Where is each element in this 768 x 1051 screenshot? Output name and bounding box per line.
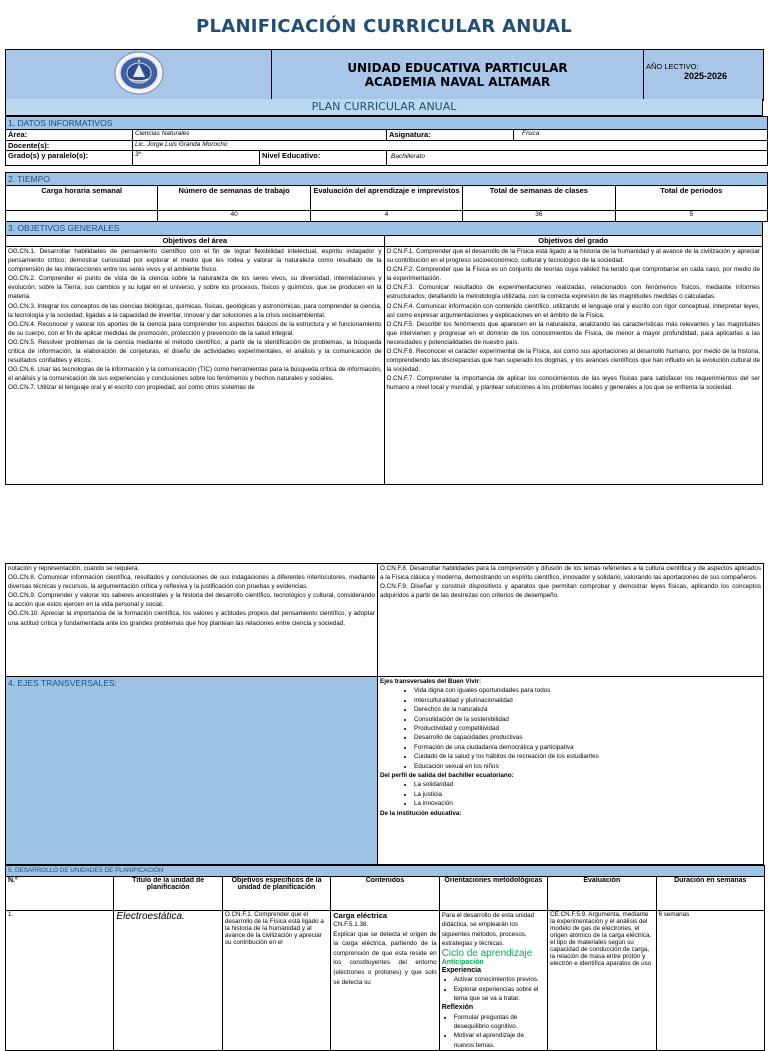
area-objective: OG.CN.9. Comprender y valorar los saberes ancestrales y la historia del desarrollo científico, tecnológico y cultural, considerando la acción que estos ejercen en la vida personal y social. xyxy=(8,592,375,609)
unidades-header-5: Evaluación xyxy=(548,877,656,911)
list-item: • Activar conocimientos previos. xyxy=(454,975,545,984)
tiempo-value-2: 4 xyxy=(310,211,462,222)
section4-title: 4. EJES TRANSVERSALES: xyxy=(6,677,378,865)
objetivos-area-cont-cell xyxy=(6,564,378,677)
area-objective: OG.CN.2. Comprender el punto de vista de la ciencia sobre la naturaleza de los seres vivos, su diversidad, interrelaciones y evolución; sobre la Tierra, sus cambios y su lugar en el universo, y sobre los procesos, físicos y químicos, que se producen en la materia. xyxy=(8,275,382,301)
contenido-code: CN.F.5.1.38. xyxy=(333,921,369,928)
objetivos-table xyxy=(5,221,763,485)
asignatura-label: Asignatura: xyxy=(387,130,514,141)
grado-value: 3º xyxy=(133,151,260,166)
list-item: • Motivar el aprendizaje de nuevos temas. xyxy=(454,1031,545,1050)
school-year-label: AÑO LECTIVO: xyxy=(646,62,699,71)
school-name-line1: UNIDAD EDUCATIVA PARTICULAR xyxy=(347,61,568,75)
area-label: Área: xyxy=(6,130,133,141)
list-item: • Educación sexual en los niños xyxy=(414,762,761,771)
area-objective: OG.CN.10. Apreciar la importancia de la formación científica, los valores y actitudes propios del pensamiento científico, y adoptar una actitud crítica y fundamentada ante los grandes problemas que hoy plantean las relaciones entre ciencia y sociedad. xyxy=(8,610,375,627)
grado-objective: O.CN.F.5. Describir los fenómenos que aparecen en la naturaleza, analizando las características más relevantes y las magnitudes que intervienen y progresar en el dominio de los conocimientos de Física, de menor a mayor profundidad, para aplicarlas a las necesidades y potencialidades de nuestro país. xyxy=(386,320,760,346)
objetivos-grado-header: Objetivos del grado xyxy=(384,236,763,247)
met-anticipacion: Anticipación xyxy=(441,959,484,967)
unidades-table xyxy=(5,865,765,1051)
met-ciclo: Ciclo de aprendizaje xyxy=(441,948,533,960)
unidad-objetivo: O.CN.F.1. Comprender que el desarrollo de la Física está ligado a la historia de la humanidad y al avance de la civilización y apreciar su contribución en el xyxy=(222,911,330,1051)
unidad-evaluacion: CE.CN.F.5.9. Argumenta, mediante la experimentación y el análisis del modelo de gas de electrones, el origen atómico de la carga eléctrica, el tipo de materiales según su capacidad de conducción de carga, la relación de masa entre protón y electrón e identifica aparatos de uso xyxy=(548,911,656,1051)
unidades-header-3: Contenidos xyxy=(331,877,439,911)
list-item: • Cuidado de la salud y los hábitos de recreación de los estudiantes xyxy=(414,752,761,761)
perfil-list xyxy=(380,780,761,808)
list-item: • Formación de una ciudadanía democrática y participativa xyxy=(414,743,761,752)
ejes-cell xyxy=(378,677,764,865)
school-seal-icon xyxy=(113,50,165,96)
grado-label: Grado(s) y paralelo(s): xyxy=(6,151,133,166)
docente-empty xyxy=(387,141,768,151)
contenido-text: Explicar que se detecta el origen de la carga eléctrica, partiendo de la comprensión de que esta reside en los constituyentes del entorno (electrones o protones) y que solo se detecta su xyxy=(333,930,437,986)
list-item: • Explorar experiencias sobre el tema que se va a tratar. xyxy=(454,985,545,1004)
met-experiencia: Experiencia xyxy=(441,967,481,975)
grado-objective: O.CN.F.7. Comprender la importancia de aplicar los conocimientos de las leyes físicas para satisfacer los requerimientos del ser humano a nivel local y mundial, y plantear soluciones a los problemas locales y generales a los que se enfrenta la sociedad. xyxy=(386,375,760,392)
unidades-header-2: Objetivos específicos de la unidad de planificación xyxy=(222,877,330,911)
tiempo-header-4: Total de periodos xyxy=(615,186,767,211)
unidades-header-0: N.º xyxy=(6,877,114,911)
grado-objective: O.CN.F.8. Desarrollar habilidades para la comprensión y difusión de los temas referentes a la cultura científica y de aspectos aplicados a la Física clásica y moderna, demostrando un espíritu científico, innovador y solidario, valorando las aportaciones de sus compañeros. xyxy=(380,565,761,582)
section1-title: 1. DATOS INFORMATIVOS xyxy=(6,117,768,130)
header-table xyxy=(5,49,764,101)
area-objective: OG.CN.1. Desarrollar habilidades de pensamiento científico con el fin de lograr flexibilidad intelectual, espíritu indagador y pensamiento crítico; demostrar curiosidad por explorar el medio que les rodea y valorar la naturaleza como resultado de la comprensión de las interacciones entre los seres vivos y el ambiente físico. xyxy=(8,248,382,274)
objetivos-area-header: Objetivos del área xyxy=(6,236,385,247)
list-item: • Derechos de la naturaleza xyxy=(414,705,761,714)
institucion-label: De la institución educativa: xyxy=(380,809,462,817)
tiempo-value-1: 40 xyxy=(158,211,310,222)
asignatura-value: Física xyxy=(514,130,768,141)
docente-value: Lic. Jorge Luis Granda Morocho xyxy=(133,141,387,151)
table-row xyxy=(6,911,765,1051)
area-objective: OG.CN.5. Resolver problemas de la ciencia mediante el método científico, a partir de la identificación de problemas, la búsqueda crítica de información, la elaboración de conjeturas, el diseño de actividades experimentales, el análisis y la comunicación de resultados confiables y éticos. xyxy=(8,338,382,365)
area-objective: OG.CN.6. Usar las tecnologías de la información y la comunicación (TIC) como herramientas para la búsqueda crítica de información, el análisis y la comunicación de sus experiencias y conclusiones sobre los fenómenos y hechos naturales y sociales. xyxy=(8,366,382,383)
tiempo-value-3: 36 xyxy=(463,211,615,222)
unidad-contenidos xyxy=(331,911,439,1051)
grado-objective: O.CN.F.2. Comprender que la Física es un conjunto de teorías cuya validez ha tenido que comprobarse en cada caso, por medio de la experimentación. xyxy=(386,266,760,283)
contenido-title: Carga eléctrica xyxy=(333,911,388,920)
tiempo-table xyxy=(5,172,768,222)
unidad-num: 1. xyxy=(6,911,114,1051)
list-item: • Vida digna con iguales oportunidades para todos xyxy=(414,686,761,695)
unidades-header-4: Orientaciones metodológicas xyxy=(439,877,547,911)
area-objective: OG.CN.8. Comunicar información científica, resultados y conclusiones de sus indagaciones a diferentes interlocutores, mediante diversas técnicas y recursos, la argumentación crítica y reflexiva y la justificación con pruebas y evidencias. xyxy=(8,574,375,591)
unidades-header-6: Duración en semanas xyxy=(656,877,764,911)
area-objective: OG.CN.4. Reconocer y valorar los aportes de la ciencia para comprender los aspectos básicos de la estructura y el funcionamiento de su cuerpo, con el fin de aplicar medidas de promoción, protección y prevención de la salud integral. xyxy=(8,320,382,337)
list-item: • Formular preguntas de desequilibrio cognitivo. xyxy=(454,1013,545,1032)
plan-title: PLAN CURRICULAR ANUAL xyxy=(5,99,763,116)
unidad-titulo: Electroestática. xyxy=(114,911,222,1051)
tiempo-value-4: 5 xyxy=(615,211,767,222)
list-item: • Productividad y competitividad xyxy=(414,724,761,733)
school-name-cell xyxy=(272,50,644,101)
unidad-duracion: 6 semanas xyxy=(656,911,764,1051)
list-item: • La justicia xyxy=(414,790,761,799)
school-name-line2: ACADEMIA NAVAL ALTAMAR xyxy=(364,75,551,89)
objetivos-cont-table xyxy=(5,563,764,865)
docente-label: Docente(s): xyxy=(6,141,133,151)
grado-objective: O.CN.F.9. Diseñar y construir dispositivos y aparatos que permitan comprobar y demostrar leyes físicas, aplicando los conceptos adquiridos a partir de las destrezas con criterios de desempeño. xyxy=(380,583,761,600)
tiempo-header-2: Evaluación del aprendizaje e imprevistos xyxy=(310,186,462,211)
section3-title: 3. OBJETIVOS GENERALES xyxy=(6,222,763,236)
perfil-label: Del perfil de salida del bachiller ecuatoriano: xyxy=(380,772,514,780)
area-objective: OG.CN.3. Integrar los conceptos de las ciencias biológicas, químicas, físicas, geológicas y astronómicas, para comprender la ciencia, la tecnología y la sociedad, ligadas a la capacidad de inventar, innovar y dar soluciones a la crisis socioambiental. xyxy=(8,302,382,319)
area-objective: OG.CN.7. Utilizar el lenguaje oral y el escrito con propiedad, así como otros sistemas de xyxy=(8,384,255,392)
list-item: • La innovación xyxy=(414,799,761,808)
page-title: PLANIFICACIÓN CURRICULAR ANUAL xyxy=(195,16,573,37)
grado-objective: O.CN.F.1. Comprender que el desarrollo de la Física está ligado a la historia de la humanidad y al avance de la civilización y apreciar su contribución en el progreso socioeconómico, cultural y tecnológico de la sociedad. xyxy=(386,248,760,265)
objetivos-grado-cont-cell xyxy=(378,564,764,677)
school-year-cell xyxy=(644,50,764,101)
nivel-label: Nivel Educativo: xyxy=(260,151,387,166)
tiempo-header-3: Total de semanas de clases xyxy=(463,186,615,211)
area-value: Ciencias Naturales xyxy=(133,130,387,141)
met-exp-list xyxy=(442,975,545,1003)
grado-objective: O.CN.F.4. Comunicar información con contenido científico, utilizando el lenguaje oral y escrito con rigor conceptual, interpretar leyes, así como expresar argumentaciones y explicaciones en el ámbito de la Física. xyxy=(386,302,760,319)
met-reflexion: Reflexión xyxy=(441,1004,474,1012)
grado-objective: O.CN.F.6. Reconocer el carácter experimental de la Física, así como sus aportaciones al desarrollo humano, por medio de la historia, comprendiendo las discrepancias que han superado los dogmas, y los avances científicos que han influido en la evolución cultural de la sociedad. xyxy=(386,348,760,374)
objetivos-grado-cell xyxy=(384,247,763,485)
school-year-value: 2025-2026 xyxy=(683,71,727,81)
list-item: • La solidaridad xyxy=(414,780,761,789)
tiempo-header-1: Número de semanas de trabajo xyxy=(158,186,310,211)
unidades-header-1: Título de la unidad de planificación xyxy=(114,877,222,911)
list-item: • Interculturalidad y plurinacionalidad xyxy=(414,696,761,705)
logo-cell xyxy=(6,50,272,101)
met-intro: Para el desarrollo de esta unidad didáctica, se emplearán los siguientes métodos, procesos, estrategias y técnicas. xyxy=(441,912,535,947)
nivel-value: Bachillerato xyxy=(387,151,768,166)
list-item: • Desarrollo de capacidades productivas xyxy=(414,733,761,742)
section2-title: 2. TIEMPO xyxy=(6,173,768,186)
tiempo-value-0 xyxy=(6,211,158,222)
grado-objective: O.CN.F.3. Comunicar resultados de experimentaciones realizadas, relacionados con fenómenos físicos, mediante informes estructurados, detallando la metodología utilizada, con la correcta expresión de las magnitudes medidas o calculadas. xyxy=(386,284,760,301)
area-objective: notación y representación, cuando se requiera. xyxy=(8,565,140,572)
buen-vivir-list xyxy=(380,686,761,771)
objetivos-area-cell xyxy=(6,247,385,485)
section5-title: 5. DESARROLLO DE UNIDADES DE PLANIFICACIÓN xyxy=(6,866,765,877)
met-ref-list xyxy=(442,1013,545,1050)
buen-vivir-label: Ejes transversales del Buen Vivir: xyxy=(380,678,482,685)
list-item: • Consolidación de la sostenibilidad xyxy=(414,715,761,724)
tiempo-header-0: Carga horaria semanal xyxy=(6,186,158,211)
unidad-orientaciones xyxy=(439,911,547,1051)
datos-informativos-table xyxy=(5,116,768,166)
